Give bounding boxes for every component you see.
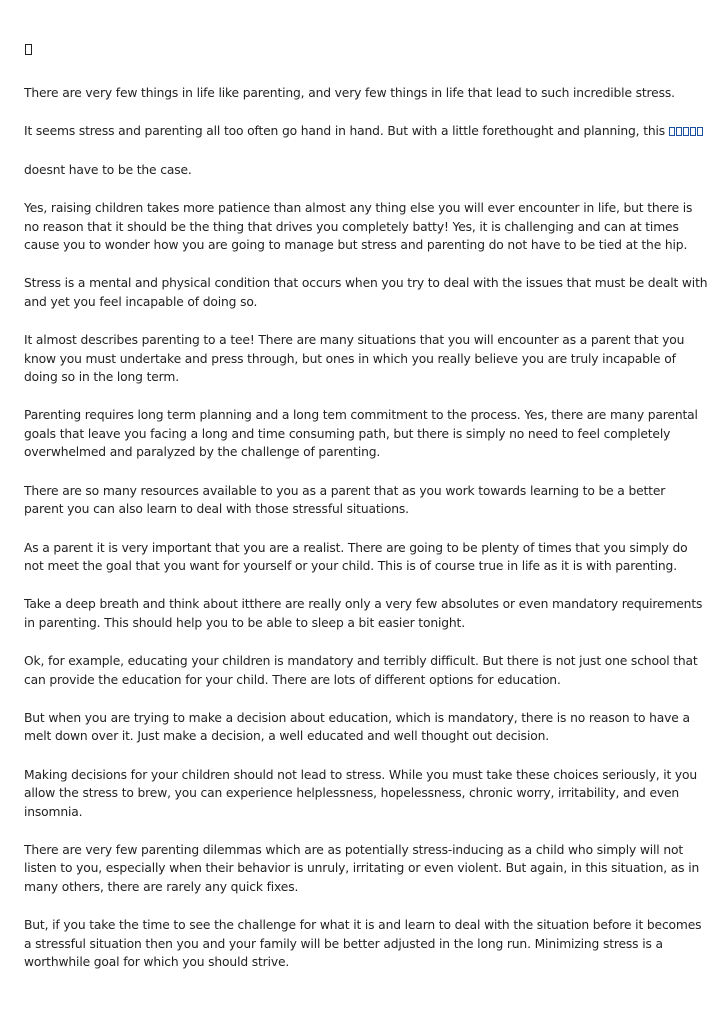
missing-glyphs-icon [669,122,704,140]
link-line-text: It seems stress and parenting all too often go hand in hand. But with a little forethought and planning, this [24,124,669,139]
intro-line: There are very few things in life like parenting, and very few things in life that lead to such incredible stress. [24,86,675,100]
inline-link[interactable] [669,124,704,138]
document-body [24,84,708,991]
paragraph: Making decisions for your children should not lead to stress. While you must take these choices seriously, it you allow the stress to brew, you can experience helplessness, hopelessness, chronic worry, irritability, and even insomnia. [24,767,698,819]
paragraph: It almost describes parenting to a tee! There are many situations that you will encounter as a parent that you know you must undertake and press through, but ones in which you really believe you are truly incapable of doing so in the long term. [24,333,685,385]
paragraph: As a parent it is very important that you are a realist. There are going to be plenty of times that you simply do not meet the goal that you want for yourself or your child. This is of course true in life as it is with parenting. [24,540,688,573]
paragraph: There are very few parenting dilemmas which are as potentially stress-inducing as a child who simply will not listen to you, especially when their behavior is unruly, irritating or even violent. But again, in this situation, as in many others, there are rarely any quick fixes. [24,842,700,894]
paragraph: There are so many resources available to you as a parent that as you work towards learning to be a better parent you can also learn to deal with those stressful situations. [24,483,666,517]
link-line [24,122,708,140]
paragraph: Stress is a mental and physical condition that occurs when you try to deal with the issues that must be dealt with and yet you feel incapable of doing so. [24,276,708,309]
paragraph: But, if you take the time to see the challenge for what it is and learn to deal with the situation before it becomes a stressful situation then you and your family will be better adjusted in the long run. Minimizing stress is a worthwhile goal for which you should strive. [24,918,702,969]
paragraph: Yes, raising children takes more patience than almost any thing else you will ever encounter in life, but there is no reason that it should be the thing that drives you completely batty! Yes, it is challenging and can at times cause you to wonder how you are going to manage but stress and parenting do not have to be tied at the hip. [24,201,693,253]
missing-glyph-icon [25,44,32,55]
paragraph: Parenting requires long term planning and a long tem commitment to the process. Yes, there are many parental goals that leave you facing a long and time consuming path, but there is simply no need to feel completely overwhelmed and paralyzed by the challenge of parenting. [24,408,698,460]
paragraph: Take a deep breath and think about itthere are really only a very few absolutes or even mandatory requirements in parenting. This should help you to be able to sleep a bit easier tonight. [24,597,703,630]
continuation-line: doesnt have to be the case. [24,162,192,177]
paragraph: But when you are trying to make a decision about education, which is mandatory, there is no reason to have a melt down over it. Just make a decision, a well educated and well thought out decision. [24,710,690,744]
paragraph: Ok, for example, educating your children is mandatory and terribly difficult. But there is not just one school that can provide the education for your child. There are lots of different options for education. [24,654,698,687]
